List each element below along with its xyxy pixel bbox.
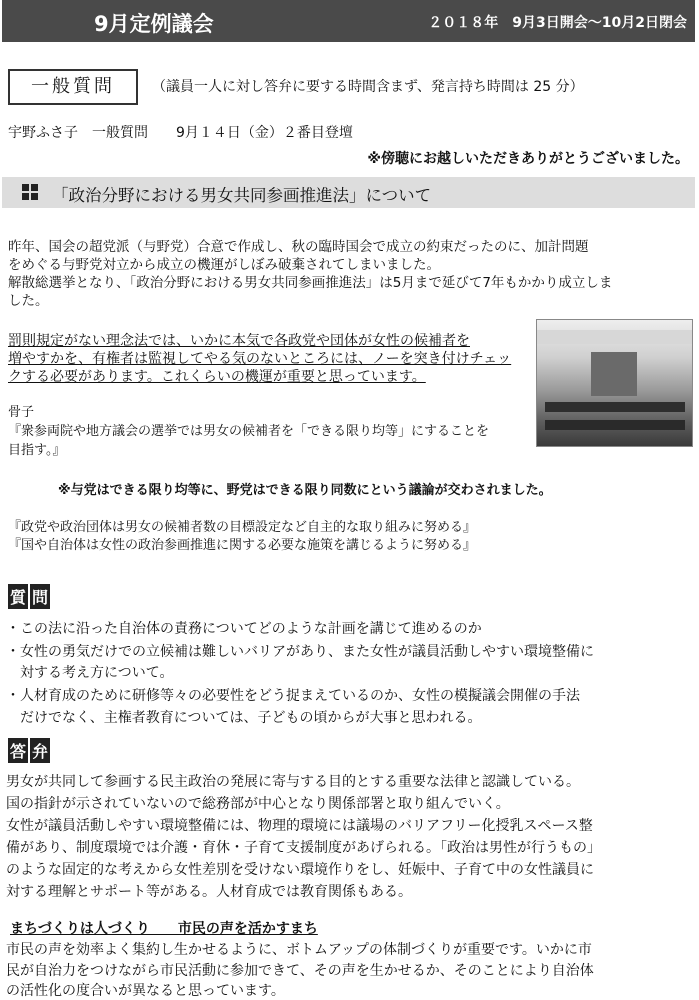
kosshi-line2: 目指す。』 [8, 443, 66, 458]
answer-tag: 弁 [30, 738, 50, 763]
intro-line: した。 [8, 293, 49, 309]
opinion-line: 罰則規定がない理念法では、いかに本気で各政党や団体が女性の候補者を [8, 333, 470, 349]
answer-line: 対する理解とサポート等がある。人材育成では教育関係もある。 [6, 884, 412, 900]
question-heading [8, 584, 52, 609]
page-header [2, 0, 695, 42]
session-note: （議員一人に対し答弁に要する時間含まず、発言持ち時間は 25 分） [152, 79, 584, 95]
answer-line: 国の指針が示されていないので総務部が中心となり関係部署と取り組んでいく。 [6, 796, 510, 812]
question-item: だけでなく、主権者教育については、子どもの頃からが大事と思われる。 [6, 710, 482, 726]
answer-heading [8, 738, 52, 763]
kosshi-label: 骨子 [8, 405, 35, 420]
answer-line: 女性が議員活動しやすい環境整備には、物理的環境には議場のバリアフリー化授乳スペース整 [6, 818, 593, 834]
kosshi-note: ※与党はできる限り均等に、野党はできる限り同数にという議論が交わされました。 [58, 483, 552, 498]
question-item: ・この法に沿った自治体の責務についてどのような計画を講じて進めるのか [6, 621, 482, 637]
header-title: 9月定例議会 [94, 12, 214, 36]
answer-line: 男女が共同して参画する民主政治の発展に寄与する目的とする重要な法律と認識している。 [6, 774, 580, 790]
assembly-hall-photo [536, 319, 693, 447]
answer-line: 備があり、制度環境では介護・育休・子育て支援制度があげられる。「政治は男性が行うもの」 [6, 840, 601, 856]
question-item: ・人材育成のために研修等々の必要性をどう捉まえているのか、女性の模擬議会開催の手法 [6, 688, 580, 704]
intro-line: 昨年、国会の超党派（与野党）合意で作成し、秋の臨時国会で成立の約束だったのに、加計問題 [8, 239, 589, 255]
question-item: ・女性の勇気だけでの立候補は難しいバリアがあり、また女性が議員活動しやすい環境整備に [6, 644, 594, 660]
answer-line: のような固定的な考えから女性差別を受けない環境作りをし、妊娠中、子育て中の女性議員に [6, 862, 594, 878]
question-tag: 問 [30, 584, 50, 609]
kosshi-item: 『政党や政治団体は男女の候補者数の目標設定など自主的な取り組みに努める』 [8, 520, 477, 535]
topic-title: 「政治分野における男女共同参画推進法」について [52, 186, 432, 205]
closing-heading: まちづくりは人づくり 市民の声を活かすまち [10, 921, 318, 937]
intro-line: をめぐる与野党対立から成立の機運がしぼみ破棄されてしまいました。 [8, 257, 440, 273]
answer-tag: 答 [8, 738, 28, 763]
closing-line: の活性化の度合いが異なると思っています。 [6, 983, 285, 999]
session-label-box: 一般質問 [8, 69, 138, 105]
intro-line: 解散総選挙となり、「政治分野における男女共同参画推進法」は5月まで延びて7年もかかり成立しま [8, 275, 613, 291]
closing-line: 民が自治力をつけながら市民活動に参加できて、その声を生かせるか、そのことにより自治体 [6, 963, 594, 979]
question-tag: 質 [8, 584, 28, 609]
opinion-line: クする必要があります。これくらいの機運が重要と思っています。 [8, 369, 426, 385]
header-dates: ２０１８年 9月3日開会～10月2日閉会 [428, 15, 687, 31]
grid-icon [22, 184, 38, 200]
opinion-line: 増やすかを、有権者は監視してやる気のないところには、ノーを突き付けチェッ [8, 351, 512, 367]
closing-line: 市民の声を効率よく集約し生かせるように、ボトムアップの体制づくりが重要です。いかに市 [6, 942, 592, 958]
thanks-note: ※傍聴にお越しいただきありがとうございました。 [367, 151, 689, 167]
question-item: 対する考え方について。 [6, 665, 174, 681]
kosshi-line1: 『衆参両院や地方議会の選挙では男女の候補者を「できる限り均等」にすることを [8, 424, 490, 439]
topic-bar [2, 177, 695, 208]
member-line: 宇野ふさ子 一般質問 9月１４日（金）２番目登壇 [8, 125, 353, 141]
kosshi-item: 『国や自治体は女性の政治参画推進に関する必要な施策を講じるように努める』 [8, 538, 477, 553]
